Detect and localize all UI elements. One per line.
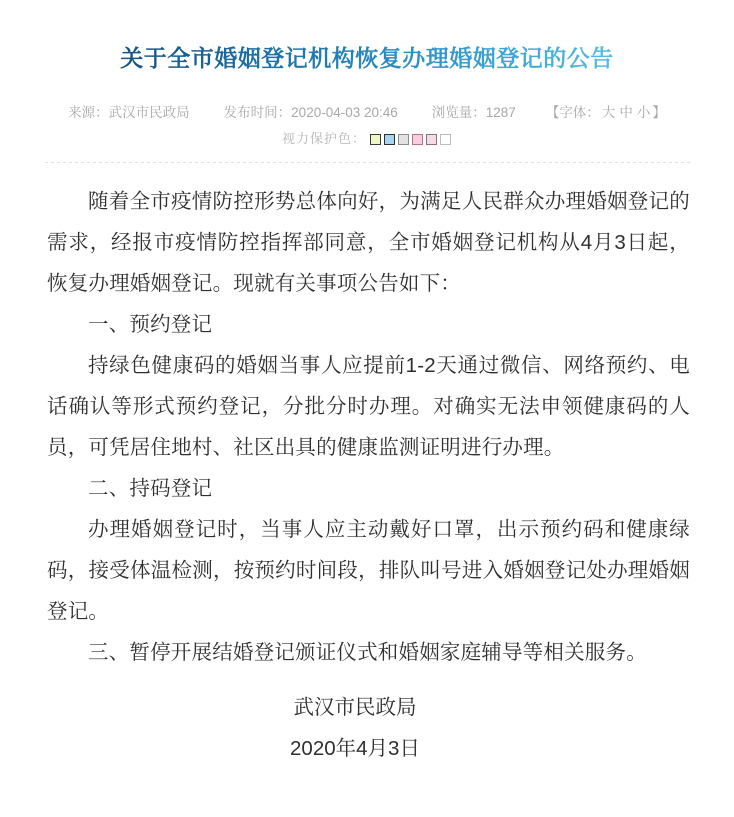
font-bracket-close: 】 xyxy=(652,105,666,121)
meta-source xyxy=(68,103,190,123)
font-size-large-button[interactable]: 大 xyxy=(601,105,616,121)
font-size-label: 字体： xyxy=(559,105,600,121)
font-size-small-button[interactable]: 小 xyxy=(636,105,651,121)
article-title-container xyxy=(0,0,734,91)
eyecare-swatch-pink[interactable] xyxy=(412,134,423,145)
meta-publish-time xyxy=(224,103,398,123)
eyecare-swatch-yellow-green[interactable] xyxy=(370,134,381,145)
signature-date: 2020年4月3日 xyxy=(290,736,420,760)
eyecare-swatch-blue[interactable] xyxy=(384,134,395,145)
meta-publish-label: 发布时间： xyxy=(223,105,292,121)
article-paragraph: 三、暂停开展结婚登记颁证仪式和婚姻家庭辅导等相关服务。 xyxy=(88,640,647,664)
font-bracket-open: 【 xyxy=(545,105,560,121)
eyecare-label: 视力保护色： xyxy=(281,130,366,146)
eyecare-color-row xyxy=(0,129,734,148)
eyecare-swatch-light-pink[interactable] xyxy=(426,134,437,145)
font-size-medium-button[interactable]: 中 xyxy=(619,105,633,121)
meta-source-label: 来源： xyxy=(68,105,109,121)
meta-views-label: 浏览量： xyxy=(431,105,486,121)
article-paragraph: 二、持码登记 xyxy=(88,476,213,500)
article-paragraph: 一、预约登记 xyxy=(88,312,213,336)
meta-views xyxy=(432,103,516,123)
article-paragraph: 办理婚姻登记时，当事人应主动戴好口罩，出示预约码和健康绿码，接受体温检测，按预约时间段，排队叫号进入婚姻登记处办理婚姻登记。 xyxy=(47,517,690,623)
article-body xyxy=(0,163,734,673)
signature-organization: 武汉市民政局 xyxy=(293,695,417,719)
article-meta-row xyxy=(0,103,734,123)
meta-publish-value: 2020-04-03 20:46 xyxy=(291,105,398,121)
meta-source-value: 武汉市民政局 xyxy=(108,105,190,121)
article-paragraph: 持绿色健康码的婚姻当事人应提前1-2天通过微信、网络预约、电话确认等形式预约登记，分批分时办理。对确实无法申领健康码的人员，可凭居住地村、社区出具的健康监测证明进行办理。 xyxy=(47,353,690,459)
eyecare-swatch-gray[interactable] xyxy=(398,134,409,145)
article-paragraph: 随着全市疫情防控形势总体向好，为满足人民群众办理婚姻登记的需求，经报市疫情防控指挥部同意，全市婚姻登记机构从4月3日起，恢复办理婚姻登记。现就有关事项公告如下： xyxy=(47,189,690,295)
font-size-switcher xyxy=(546,103,666,123)
page-title: 关于全市婚姻登记机构恢复办理婚姻登记的公告 xyxy=(120,41,614,75)
eyecare-swatch-white[interactable] xyxy=(440,134,451,145)
signature-block xyxy=(0,687,734,769)
meta-views-value: 1287 xyxy=(485,105,516,121)
eyecare-swatch-list xyxy=(368,130,452,148)
